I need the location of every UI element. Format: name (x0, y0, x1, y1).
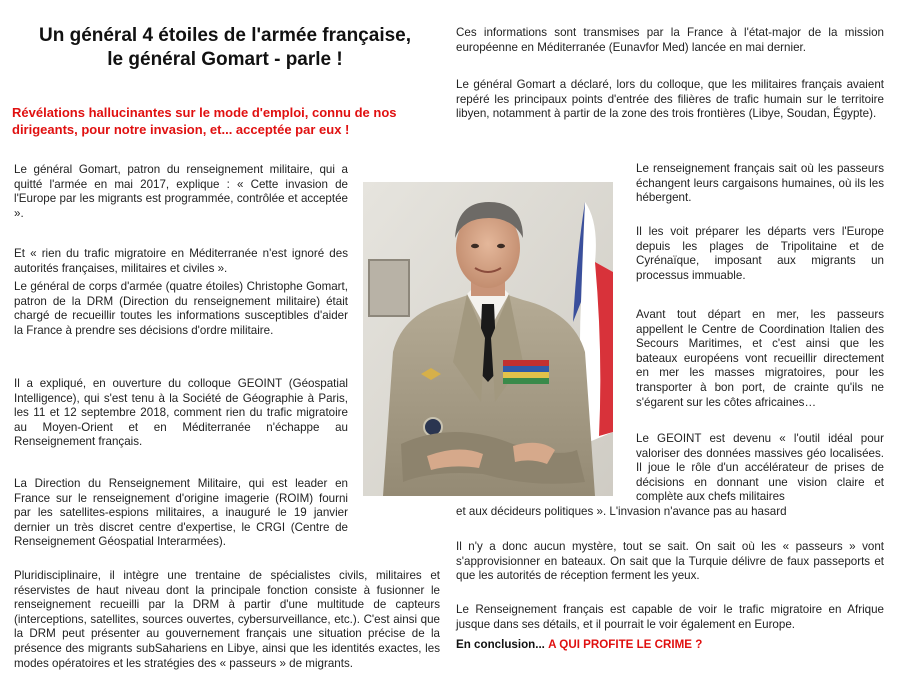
right-mid-paragraph-3: Avant tout départ en mer, les passeurs appellent le Centre de Coordination Italien des Secours Maritimes, et c'est ainsi que les bateaux européens vont recueillir directement en mer les masses migratoires, pour les transporter à bon port, de crainte qu'ils ne s'égarent sur les côtes africaines… (636, 308, 884, 409)
portrait-illustration (363, 182, 613, 496)
right-paragraph-2: Le général Gomart a déclaré, lors du colloque, que les militaires français avaient repéré les principaux points d'entrée des filières de trafic humain sur le territoire libyen, notamment à partir de la zone des trois frontières (Libye, Soudan, Égypte). (456, 78, 884, 121)
title-line-1: Un général 4 étoiles de l'armée française, (38, 25, 412, 46)
left-paragraph-4: Il a expliqué, en ouverture du colloque GEOINT (Géospatial Intelligence), qui s'est tenu à la Société de Géographie à Paris, les 11 et 12 septembre 2018, comment rien du trafic migratoire au Moyen-Orient et en Méditerranée n'échappe au Renseignement français. (14, 377, 348, 449)
right-mid-paragraph-1: Le renseignement français sait où les passeurs échangent leurs cargaisons humaines, où ils les hébergent. (636, 162, 884, 205)
left-paragraph-5-part-1: La Direction du Renseignement Militaire, qui est leader en France sur le renseignement d'origine imagerie (ROIM) fourni par les satellites-espions militaires, a inauguré le 19 janvier dernier un très discret centre d'expertise, le CRGI (Centre de Renseignement Géospatial Interarmées). (14, 477, 348, 549)
right-bottom-paragraph-1: Il n'y a donc aucun mystère, tout se sait. On sait où les « passeurs » vont s'approvisionner en bateaux. On sait que la Turquie délivre de faux passeports et que les autorités de réception ferment les yeux. (456, 540, 884, 583)
general-portrait-photo (363, 182, 613, 496)
left-paragraph-6: Pluridisciplinaire, il intègre une trentaine de spécialistes civils, militaires et réservistes de haut niveau dont la principale fonction consiste à fusionner le renseignement recueilli par la DRM à partir d'une multitude de capteurs (interceptions, satellites, sources ouvertes, cybersurveillance, etc.). C'est ainsi que la DRM peut présenter au gouvernement français une situation précise de la présence des migrants subSahariens en Libye, ainsi que les identités exactes, les modes opératoires et les stratégies des « passeurs » de migrants. (14, 569, 440, 670)
conclusion-highlight: A QUI PROFITE LE CRIME ? (548, 638, 703, 651)
medal-ribbons (503, 360, 549, 384)
left-paragraph-2: Et « rien du trafic migratoire en Méditerranée n'est ignoré des autorités françaises, militaires et civiles ». (14, 247, 348, 275)
right-bottom-paragraph-2: Le Renseignement français est capable de voir le trafic migratoire en Afrique jusque dans ses détails, et il pourrait le voir également en Europe. (456, 603, 884, 631)
title-line-2: le général Gomart - parle ! (107, 49, 343, 70)
conclusion-line (456, 638, 884, 653)
left-paragraph-3: Le général de corps d'armée (quatre étoiles) Christophe Gomart, patron de la DRM (Direction du renseignement militaire) était chargé de recueillir toutes les informations susceptibles d'aider la France à prendre ses décisions d'ordre militaire. (14, 280, 348, 337)
article-subtitle: Révélations hallucinantes sur le mode d'emploi, connu de nos dirigeants, pour notre invasion, et... acceptée par eux ! (12, 105, 397, 137)
conclusion-label: En conclusion... (456, 638, 545, 651)
article-title (10, 24, 440, 72)
right-mid-paragraph-2: Il les voit préparer les départs vers l'Europe depuis les plages de Tripolitaine et de Cyrénaïque, imposant aux migrants un processus immuable. (636, 225, 884, 282)
left-paragraph-1: Le général Gomart, patron du renseignement militaire, qui a quitté l'armée en mai 2017, explique : « Cette invasion de l'Europe par les migrants est programmée, contrôlée et acceptée ». (14, 163, 348, 220)
right-mid-paragraph-4: Le GEOINT est devenu « l'outil idéal pour valoriser des données massives géo localisées. Il joue le rôle d'un accélérateur de prises de décisions en donnant une vision claire et complète aux chefs militaires (636, 432, 884, 504)
right-paragraph-1: Ces informations sont transmises par la France à l'état-major de la mission européenne en Méditerranée (Eunavfor Med) lancée en mai dernier. (456, 26, 884, 54)
right-continuation: et aux décideurs politiques ». L'invasion n'avance pas au hasard (456, 505, 787, 518)
